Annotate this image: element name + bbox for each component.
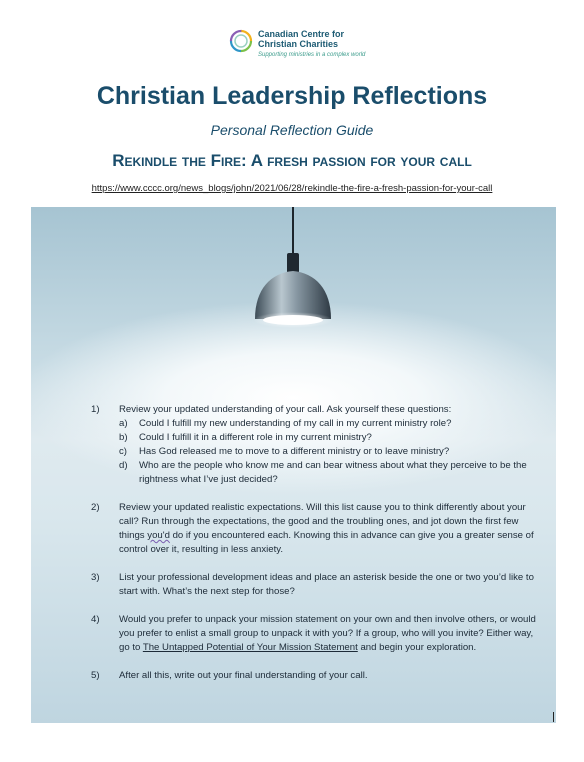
- article-url-link[interactable]: https://www.cccc.org/news_blogs/john/2021/06/28/rekindle-the-fire-a-fresh-passion-for-your-call: [91, 183, 493, 194]
- sub-item-letter: b): [119, 432, 128, 443]
- sub-question-list: [119, 417, 546, 487]
- page-title: Christian Leadership Reflections: [96, 82, 488, 110]
- item-number: 4): [91, 614, 100, 625]
- article-heading: Rekindle the Fire: A fresh passion for your call: [112, 151, 472, 170]
- item-text: Review your updated realistic expectations. Will this list cause you to think differently about your call? Run through the expectations, the good and the troubling ones, and jot down the first few things: [119, 502, 526, 541]
- list-item: [91, 403, 546, 487]
- page-subtitle: Personal Reflection Guide: [210, 122, 374, 138]
- sub-list-item: [119, 445, 546, 459]
- item-number: 2): [91, 502, 100, 513]
- sub-list-item: [119, 459, 546, 487]
- sub-item-letter: a): [119, 418, 128, 429]
- lamp-background-panel: [31, 207, 556, 723]
- list-item: [91, 571, 546, 599]
- sub-item-text: Could I fulfill my new understanding of my call in my current ministry role?: [139, 418, 452, 429]
- sub-item-text: Could I fulfill it in a different role in my current ministry?: [139, 432, 372, 443]
- logo-text: [258, 29, 365, 60]
- sub-item-letter: d): [119, 460, 128, 471]
- logo-tagline: Supporting ministries in a complex world: [258, 52, 366, 58]
- item-number: 5): [91, 670, 100, 681]
- item-text-flagged-word: you'd: [147, 530, 170, 541]
- sub-list-item: [119, 417, 546, 431]
- mission-statement-link[interactable]: The Untapped Potential of Your Mission Statement: [142, 642, 358, 653]
- item-text: do if you encountered each. Knowing this in advance can give you a greater sense of control over it, resulting in less anxiety.: [119, 530, 534, 555]
- item-number: 1): [91, 404, 100, 415]
- sub-item-text: Who are the people who know me and can bear witness about what they perceive to be the rightness what I’ve just decided?: [139, 460, 527, 485]
- item-text: Review your updated understanding of your call. Ask yourself these questions:: [119, 404, 452, 415]
- item-text: and begin your exploration.: [357, 642, 477, 653]
- logo-name-line2: Christian Charities: [258, 39, 339, 49]
- item-number: 3): [91, 572, 100, 583]
- page-edge-mark: [553, 712, 554, 722]
- sub-list-item: [119, 431, 546, 445]
- item-text: Would you prefer to unpack your mission statement on your own and then involve others, or would you prefer to enlist a small group to unpack it with you? If a group, who will you invite? Either way, go to: [119, 614, 536, 653]
- item-text: After all this, write out your final understanding of your call.: [119, 670, 368, 681]
- list-item: [91, 501, 546, 557]
- organization-logo: [228, 26, 388, 62]
- reflection-question-list: [91, 403, 546, 697]
- list-item: [91, 669, 546, 683]
- item-text: List your professional development ideas and place an asterisk beside the one or two you’d like to start with. What’s the next step for those?: [119, 572, 534, 597]
- sub-item-text: Has God released me to move to a different ministry or to leave ministry?: [139, 446, 450, 457]
- logo-rings-icon: [228, 28, 254, 54]
- sub-item-letter: c): [119, 446, 127, 457]
- logo-name-line1: Canadian Centre for: [258, 29, 345, 39]
- list-item: [91, 613, 546, 655]
- hanging-lamp-icon: [31, 207, 556, 387]
